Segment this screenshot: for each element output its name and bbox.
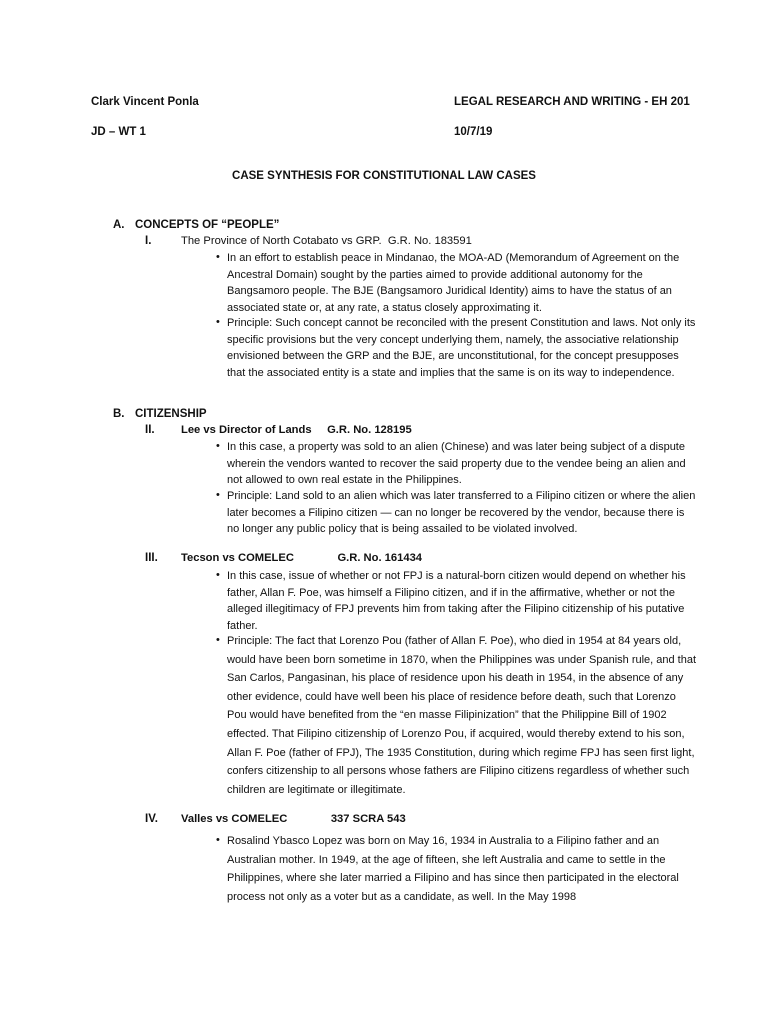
case-numeral: I. bbox=[145, 235, 152, 247]
bullet-marker: • bbox=[216, 834, 220, 846]
case-bullet-text: In this case, a property was sold to an alien (Chinese) and was later being subject of a dispute wherein the vendors wanted to recover the said property due to the vendee being an alien and not allowed to own real estate in the Philippines. bbox=[227, 441, 686, 486]
course-name: LEGAL RESEARCH AND WRITING - EH 201 bbox=[454, 96, 690, 108]
case-title: The Province of North Cotabato vs GRP. G.R. No. 183591 bbox=[181, 235, 472, 247]
bullet-marker: • bbox=[216, 569, 220, 581]
case-numeral: III. bbox=[145, 552, 158, 564]
bullet-marker: • bbox=[216, 316, 220, 328]
bullet-marker: • bbox=[216, 634, 220, 646]
section-name: JD – WT 1 bbox=[91, 126, 146, 138]
bullet-marker: • bbox=[216, 489, 220, 501]
case-numeral: IV. bbox=[145, 813, 159, 825]
section-title: CONCEPTS OF “PEOPLE” bbox=[135, 219, 280, 231]
case-bullet-text: Principle: The fact that Lorenzo Pou (father of Allan F. Poe), who died in 1954 at 84 years old, would have been born sometime in 1870, when the Philippines was under Spanish rule, and that San Carlos, Pangasinan, his place of residence upon his death in 1954, in the absence of any other evidence, could have well been his place of residence before death, such that Lorenzo Pou would have benefited from the “en masse Filipinization” that the Philippine Bill of 1902 effected. That Filipino citizenship of Lorenzo Pou, if acquired, would thereby extend to his son, Allan F. Poe (father of FPJ), The 1935 Constitution, during which regime FPJ has seen first light, confers citizenship to all persons whose fathers are Filipino citizens regardless of whether such children are legitimate or illegitimate. bbox=[227, 635, 697, 796]
case-bullet-text: In an effort to establish peace in Mindanao, the MOA-AD (Memorandum of Agreement on the Ancestral Domain) sought by the parties aimed to provide additional autonomy for the Bangsamoro people. The BJE (Bangsamoro Juridical Identity) aims to have the status of an associated state or, at any rate, a status closely approximating it. bbox=[227, 252, 680, 314]
case-bullet-text: Principle: Such concept cannot be reconciled with the present Constitution and laws. Not only its specific provisions but the very concept underlying them, namely, the associative relationship envisioned between the GRP and the BJE, are unconstitutional, for the concept presupposes that the associated entity is a state and implies that the same is on its way to independence. bbox=[227, 317, 696, 379]
section-letter: B. bbox=[113, 408, 125, 420]
section-letter: A. bbox=[113, 219, 125, 231]
bullet-marker: • bbox=[216, 440, 220, 452]
case-bullet-text: In this case, issue of whether or not FPJ is a natural-born citizen would depend on whether his father, Allan F. Poe, was himself a Filipino citizen, and if in the affirmative, whether or not the alleged illegitimacy of FPJ prevents him from taking after the Filipino citizenship of his putative father. bbox=[227, 570, 686, 632]
document-title: CASE SYNTHESIS FOR CONSTITUTIONAL LAW CASES bbox=[232, 170, 536, 182]
author-name: Clark Vincent Ponla bbox=[91, 96, 199, 108]
case-bullet-text: Rosalind Ybasco Lopez was born on May 16, 1934 in Australia to a Filipino father and an Australian mother. In 1949, at the age of fifteen, she left Australia and came to settle in the Philippines, where she later married a Filipino and has since then participated in the electoral process not only as a voter but as a candidate, as well. In the May 1998 bbox=[227, 835, 679, 903]
case-title: Lee vs Director of Lands G.R. No. 128195 bbox=[181, 424, 412, 436]
document-date: 10/7/19 bbox=[454, 126, 493, 138]
case-numeral: II. bbox=[145, 424, 155, 436]
section-title: CITIZENSHIP bbox=[135, 408, 207, 420]
case-title: Tecson vs COMELEC G.R. No. 161434 bbox=[181, 552, 423, 564]
case-bullet-text: Principle: Land sold to an alien which was later transferred to a Filipino citizen or where the alien later becomes a Filipino citizen — can no longer be recovered by the vendor, because there is no longer any public policy that is being assailed to be violated involved. bbox=[227, 490, 696, 535]
bullet-marker: • bbox=[216, 251, 220, 263]
case-title: Valles vs COMELEC 337 SCRA 543 bbox=[181, 813, 406, 825]
